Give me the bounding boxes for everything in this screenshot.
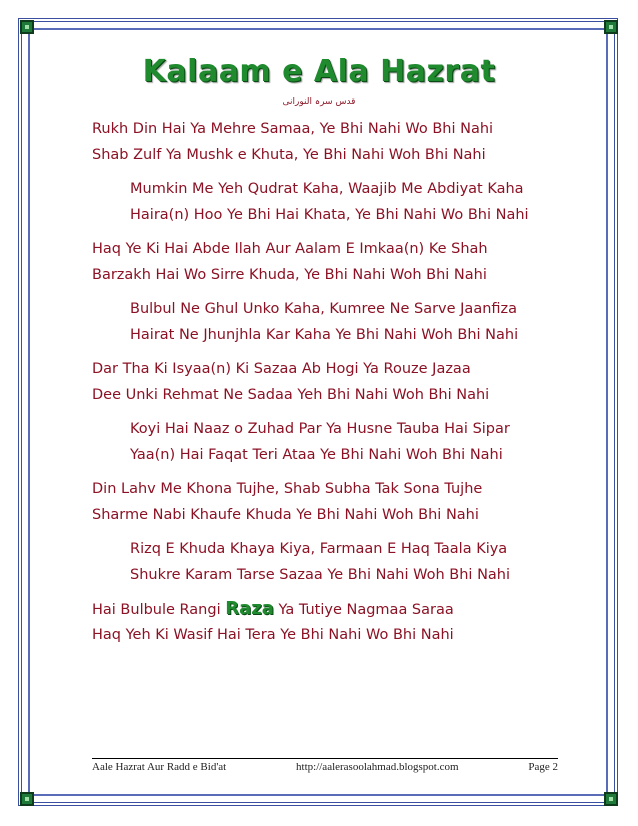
corner-ornament-top-left bbox=[20, 20, 34, 34]
stanza bbox=[92, 176, 562, 228]
verse-line: Yaa(n) Hai Faqat Teri Ataa Ye Bhi Nahi Woh Bhi Nahi bbox=[130, 447, 503, 463]
corner-ornament-bottom-left bbox=[20, 792, 34, 806]
stanza bbox=[92, 416, 562, 468]
verse-line: Barzakh Hai Wo Sirre Khuda, Ye Bhi Nahi Woh Bhi Nahi bbox=[92, 267, 487, 283]
verse-line: Dee Unki Rehmat Ne Sadaa Yeh Bhi Nahi Woh Bhi Nahi bbox=[92, 387, 490, 403]
corner-ornament-top-right bbox=[604, 20, 618, 34]
verse-line: Shukre Karam Tarse Sazaa Ye Bhi Nahi Woh Bhi Nahi bbox=[130, 567, 511, 583]
stanza bbox=[92, 476, 562, 528]
footer-title: Aale Hazrat Aur Radd e Bid'at bbox=[92, 761, 227, 773]
verse-line: Haq Yeh Ki Wasif Hai Tera Ye Bhi Nahi Wo Bhi Nahi bbox=[92, 627, 454, 643]
stanza bbox=[92, 356, 562, 408]
verse-text: Hai Bulbule Rangi bbox=[92, 602, 226, 618]
verse-line: Shab Zulf Ya Mushk e Khuta, Ye Bhi Nahi Woh Bhi Nahi bbox=[92, 147, 486, 163]
verse-text: Ya Tutiye Nagmaa Saraa bbox=[273, 602, 454, 618]
stanza bbox=[92, 296, 562, 348]
verse-line: Sharme Nabi Khaufe Khuda Ye Bhi Nahi Woh Bhi Nahi bbox=[92, 507, 479, 523]
verse-line: Haq Ye Ki Hai Abde Ilah Aur Aalam E Imkaa(n) Ke Shah bbox=[92, 241, 488, 257]
verse-line: Koyi Hai Naaz o Zuhad Par Ya Husne Tauba Hai Sipar bbox=[130, 421, 510, 437]
final-stanza bbox=[92, 596, 562, 648]
stanza bbox=[92, 536, 562, 588]
verse-line: Hairat Ne Jhunjhla Kar Kaha Ye Bhi Nahi Woh Bhi Nahi bbox=[130, 327, 519, 343]
verse-line: Mumkin Me Yeh Qudrat Kaha, Waajib Me Abdiyat Kaha bbox=[130, 181, 524, 197]
footer-url[interactable]: http://aalerasoolahmad.blogspot.com bbox=[296, 761, 459, 773]
stanza bbox=[92, 236, 562, 288]
page-subtitle: قدس سرہ النورانی bbox=[282, 97, 356, 107]
page-title: Kalaam e Ala Hazrat bbox=[142, 54, 496, 89]
verse-line: Dar Tha Ki Isyaa(n) Ki Sazaa Ab Hogi Ya Rouze Jazaa bbox=[92, 361, 471, 377]
page-number: Page 2 bbox=[528, 761, 558, 773]
stanza bbox=[92, 116, 562, 168]
verse-line bbox=[92, 596, 562, 622]
raza-highlight: Raza bbox=[225, 598, 274, 619]
verse-line: Rukh Din Hai Ya Mehre Samaa, Ye Bhi Nahi Wo Bhi Nahi bbox=[92, 121, 494, 137]
verse-line: Rizq E Khuda Khaya Kiya, Farmaan E Haq Taala Kiya bbox=[130, 541, 508, 557]
verse-line: Din Lahv Me Khona Tujhe, Shab Subha Tak Sona Tujhe bbox=[92, 481, 483, 497]
verse-line: Haira(n) Hoo Ye Bhi Hai Khata, Ye Bhi Nahi Wo Bhi Nahi bbox=[130, 207, 529, 223]
poem bbox=[92, 116, 562, 656]
verse-line: Bulbul Ne Ghul Unko Kaha, Kumree Ne Sarve Jaanfiza bbox=[130, 301, 518, 317]
page-footer bbox=[92, 758, 558, 773]
corner-ornament-bottom-right bbox=[604, 792, 618, 806]
